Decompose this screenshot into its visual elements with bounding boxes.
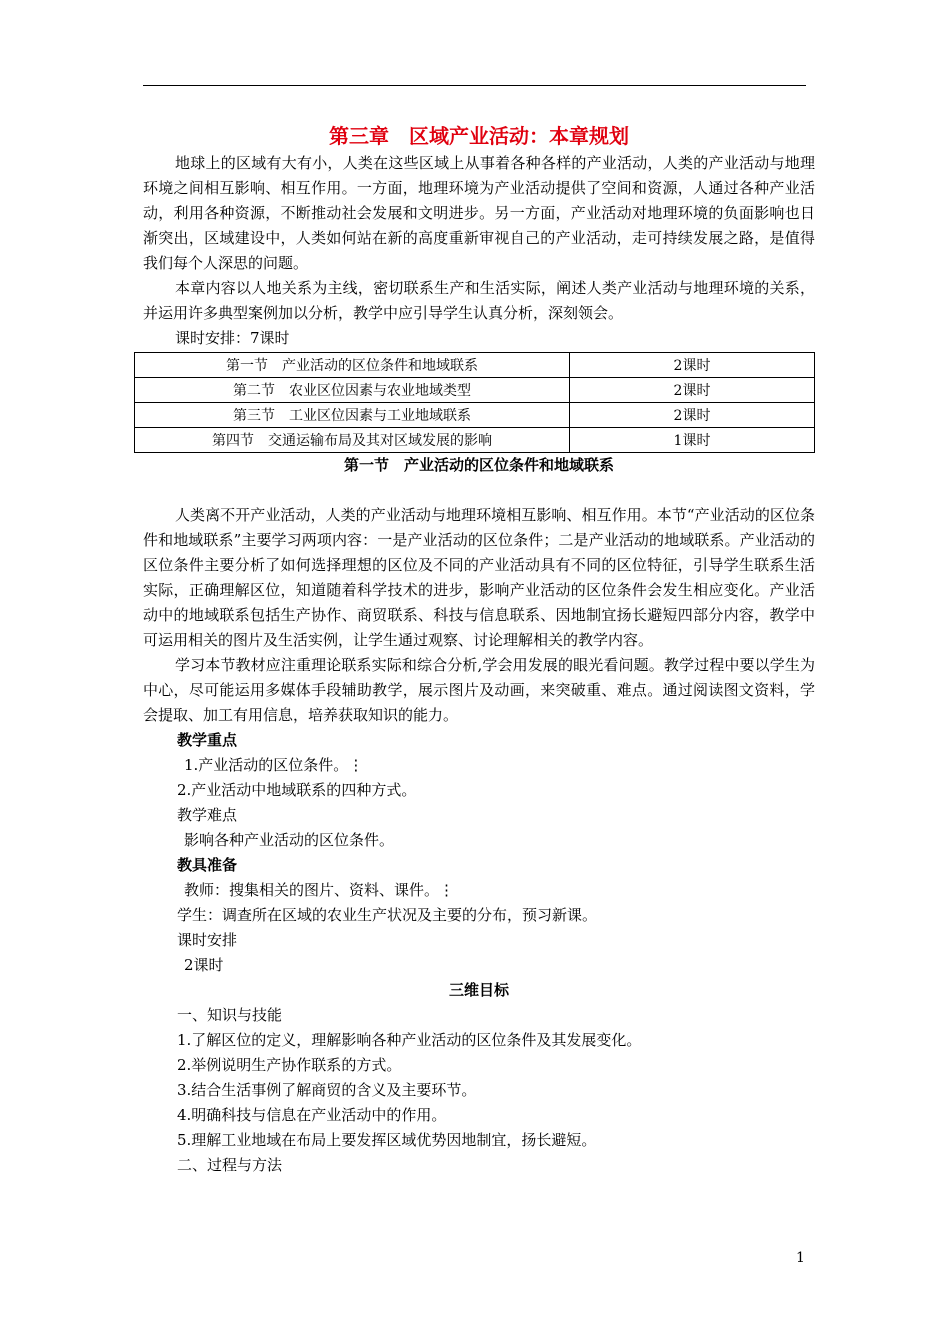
- page-number: 1: [796, 1250, 805, 1266]
- section-title: 第一节 产业活动的区位条件和地域联系: [343, 456, 614, 474]
- table-cell-hours: 2课时: [570, 353, 815, 378]
- table-row: [135, 378, 815, 403]
- intro-paragraph-1: 地球上的区域有大有小，人类在这些区域上从事着各种各样的产业活动，人类的产业活动与地理环境之间相互影响、相互作用。一方面，地理环境为产业活动提供了空间和资源，人通过各种产业活动，利用各种资源，不断推动社会发展和文明进步。另一方面，产业活动对地理环境的负面影响也日渐突出，区域建设中，人类如何站在新的高度重新审视自己的产业活动，走可持续发展之路，是值得我们每个人深思的问题。: [143, 154, 815, 272]
- goal-subheading-2: 二、过程与方法: [177, 1156, 283, 1174]
- tools-heading: 教具准备: [177, 856, 238, 874]
- goals-heading: 三维目标: [448, 981, 509, 999]
- goal-item: 3.结合生活事例了解商贸的含义及主要环节。: [177, 1081, 477, 1099]
- table-row: [135, 353, 815, 378]
- schedule-label: 课时安排：7课时: [175, 329, 290, 347]
- table-cell-hours: 2课时: [570, 403, 815, 428]
- goal-item: 5.理解工业地域在布局上要发挥区域优势因地制宜，扬长避短。: [177, 1131, 597, 1149]
- schedule-table: [134, 352, 815, 453]
- table-row: [135, 403, 815, 428]
- table-cell-section: 第四节 交通运输布局及其对区域发展的影响: [135, 428, 570, 453]
- header-rule: [143, 85, 806, 86]
- table-cell-hours: 2课时: [570, 378, 815, 403]
- page-content: [143, 122, 815, 1178]
- table-cell-section: 第二节 农业区位因素与农业地域类型: [135, 378, 570, 403]
- schedule-heading: 课时安排: [177, 931, 238, 949]
- schedule-value: 2课时: [184, 956, 224, 974]
- goal-item: 1.了解区位的定义，理解影响各种产业活动的区位条件及其发展变化。: [177, 1031, 642, 1049]
- student-prep: 学生：调查所在区域的农业生产状况及主要的分布，预习新课。: [177, 906, 598, 924]
- chapter-title: 第三章 区域产业活动：本章规划: [329, 124, 629, 148]
- goal-item: 4.明确科技与信息在产业活动中的作用。: [177, 1106, 447, 1124]
- key-point-1: 1.产业活动的区位条件。⋮: [184, 756, 364, 774]
- section-paragraph-2: 学习本节教材应注重理论联系实际和综合分析,学会用发展的眼光看问题。教学过程中要以学生为中心，尽可能运用多媒体手段辅助教学，展示图片及动画，来突破重、难点。通过阅读图文资料，学会提取、加工有用信息，培养获取知识的能力。: [143, 656, 815, 724]
- goal-item: 2.举例说明生产协作联系的方式。: [177, 1056, 402, 1074]
- difficulty-heading: 教学难点: [177, 806, 238, 824]
- goal-subheading-1: 一、知识与技能: [177, 1006, 283, 1024]
- key-points-heading: 教学重点: [177, 731, 238, 749]
- teacher-prep: 教师：搜集相关的图片、资料、课件。⋮: [184, 881, 455, 899]
- key-point-2: 2.产业活动中地域联系的四种方式。: [177, 781, 417, 799]
- table-cell-section: 第三节 工业区位因素与工业地域联系: [135, 403, 570, 428]
- intro-paragraph-2: 本章内容以人地关系为主线，密切联系生产和生活实际，阐述人类产业活动与地理环境的关系，并运用许多典型案例加以分析，教学中应引导学生认真分析，深刻领会。: [143, 279, 815, 322]
- table-cell-hours: 1课时: [570, 428, 815, 453]
- table-cell-section: 第一节 产业活动的区位条件和地域联系: [135, 353, 570, 378]
- table-row: [135, 428, 815, 453]
- difficulty-text: 影响各种产业活动的区位条件。: [184, 831, 395, 849]
- section-paragraph-1: 人类离不开产业活动，人类的产业活动与地理环境相互影响、相互作用。本节“产业活动的区位条件和地域联系”主要学习两项内容：一是产业活动的区位条件；二是产业活动的地域联系。产业活动的区位条件主要分析了如何选择理想的区位及不同的产业活动具有不同的区位特征，引导学生联系生活实际，正确理解区位，知道随着科学技术的进步，影响产业活动的区位条件会发生相应变化。产业活动中的地域联系包括生产协作、商贸联系、科技与信息联系、因地制宜扬长避短四部分内容，教学中可运用相关的图片及生活实例，让学生通过观察、讨论理解相关的教学内容。: [143, 506, 815, 649]
